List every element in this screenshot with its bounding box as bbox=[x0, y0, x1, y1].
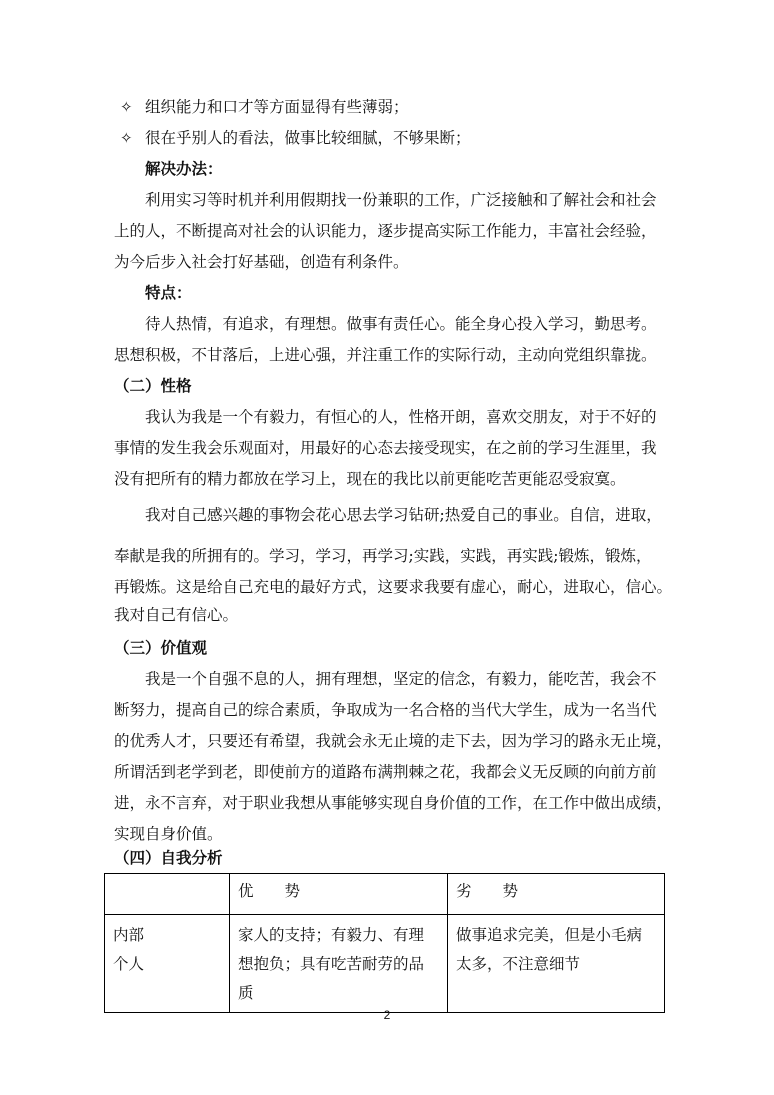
strength-cell: 家人的支持；有毅力、有理想抱负；具有吃苦耐劳的品质 bbox=[230, 915, 448, 1013]
page-number: 2 bbox=[383, 1008, 391, 1022]
values-line: 的优秀人才，只要还有希望，我就会永无止境的走下去，因为学习的路永无止境， bbox=[114, 732, 673, 750]
personality-line: 再锻炼。这是给自己充电的最好方式，这要求我要有虚心，耐心，进取心，信心。 bbox=[114, 578, 673, 596]
solution-line: 利用实习等时机并利用假期找一份兼职的工作，广泛接触和了解社会和社会 bbox=[145, 191, 657, 209]
bullet-text: 组织能力和口才等方面显得有些薄弱； bbox=[145, 98, 409, 116]
bullet-icon: ✧ bbox=[120, 98, 133, 116]
solution-line: 上的人，不断提高对社会的认识能力，逐步提高实际工作能力，丰富社会经验， bbox=[114, 222, 657, 240]
table-header-cell: 劣 势 bbox=[448, 874, 665, 915]
swot-table bbox=[104, 873, 665, 1013]
features-heading: 特点： bbox=[145, 284, 192, 302]
values-line: 实现自身价值。 bbox=[114, 825, 223, 843]
personality-line: 事情的发生我会乐观面对，用最好的心态去接受现实，在之前的学习生涯里，我 bbox=[114, 439, 657, 457]
personality-line: 没有把所有的精力都放在学习上，现在的我比以前更能吃苦更能忍受寂寞。 bbox=[114, 470, 626, 488]
personality-heading: （二）性格 bbox=[114, 377, 192, 395]
values-line: 断努力，提高自己的综合素质，争取成为一名合格的当代大学生，成为一名当代 bbox=[114, 701, 657, 719]
table-header-cell: 优 势 bbox=[230, 874, 448, 915]
solution-heading: 解决办法： bbox=[145, 160, 223, 178]
features-line: 思想积极，不甘落后，上进心强，并注重工作的实际行动，主动向党组织靠拢。 bbox=[114, 346, 657, 364]
weakness-cell: 做事追求完美，但是小毛病太多，不注意细节 bbox=[448, 915, 665, 1013]
features-line: 待人热情，有追求，有理想。做事有责任心。能全身心投入学习，勤思考。 bbox=[145, 315, 657, 333]
personality-line: 我认为我是一个有毅力，有恒心的人，性格开朗，喜欢交朋友，对于不好的 bbox=[145, 408, 657, 426]
personality-line: 我对自己感兴趣的事物会花心思去学习钻研;热爱自己的事业。自信，进取， bbox=[145, 506, 662, 524]
bullet-icon: ✧ bbox=[120, 129, 133, 147]
values-line: 我是一个自强不息的人，拥有理想，坚定的信念，有毅力，能吃苦，我会不 bbox=[145, 670, 657, 688]
personality-line: 奉献是我的所拥有的。学习，学习，再学习;实践，实践，再实践;锻炼，锻炼， bbox=[114, 547, 652, 565]
table-header-cell bbox=[105, 874, 230, 915]
solution-line: 为今后步入社会打好基础，创造有利条件。 bbox=[114, 253, 409, 271]
self-analysis-heading: （四）自我分析 bbox=[114, 849, 223, 867]
bullet-text: 很在乎别人的看法，做事比较细腻，不够果断； bbox=[145, 129, 471, 147]
values-line: 所谓活到老学到老，即使前方的道路布满荆棘之花，我都会义无反顾的向前方前 bbox=[114, 763, 657, 781]
personality-line: 我对自己有信心。 bbox=[114, 606, 239, 624]
row-label-cell: 内部 个人 bbox=[105, 915, 230, 1013]
table-row bbox=[105, 915, 665, 1013]
table-header-row bbox=[105, 874, 665, 915]
values-line: 进，永不言弃，对于职业我想从事能够实现自身价值的工作，在工作中做出成绩， bbox=[114, 794, 673, 812]
values-heading: （三）价值观 bbox=[114, 639, 208, 657]
